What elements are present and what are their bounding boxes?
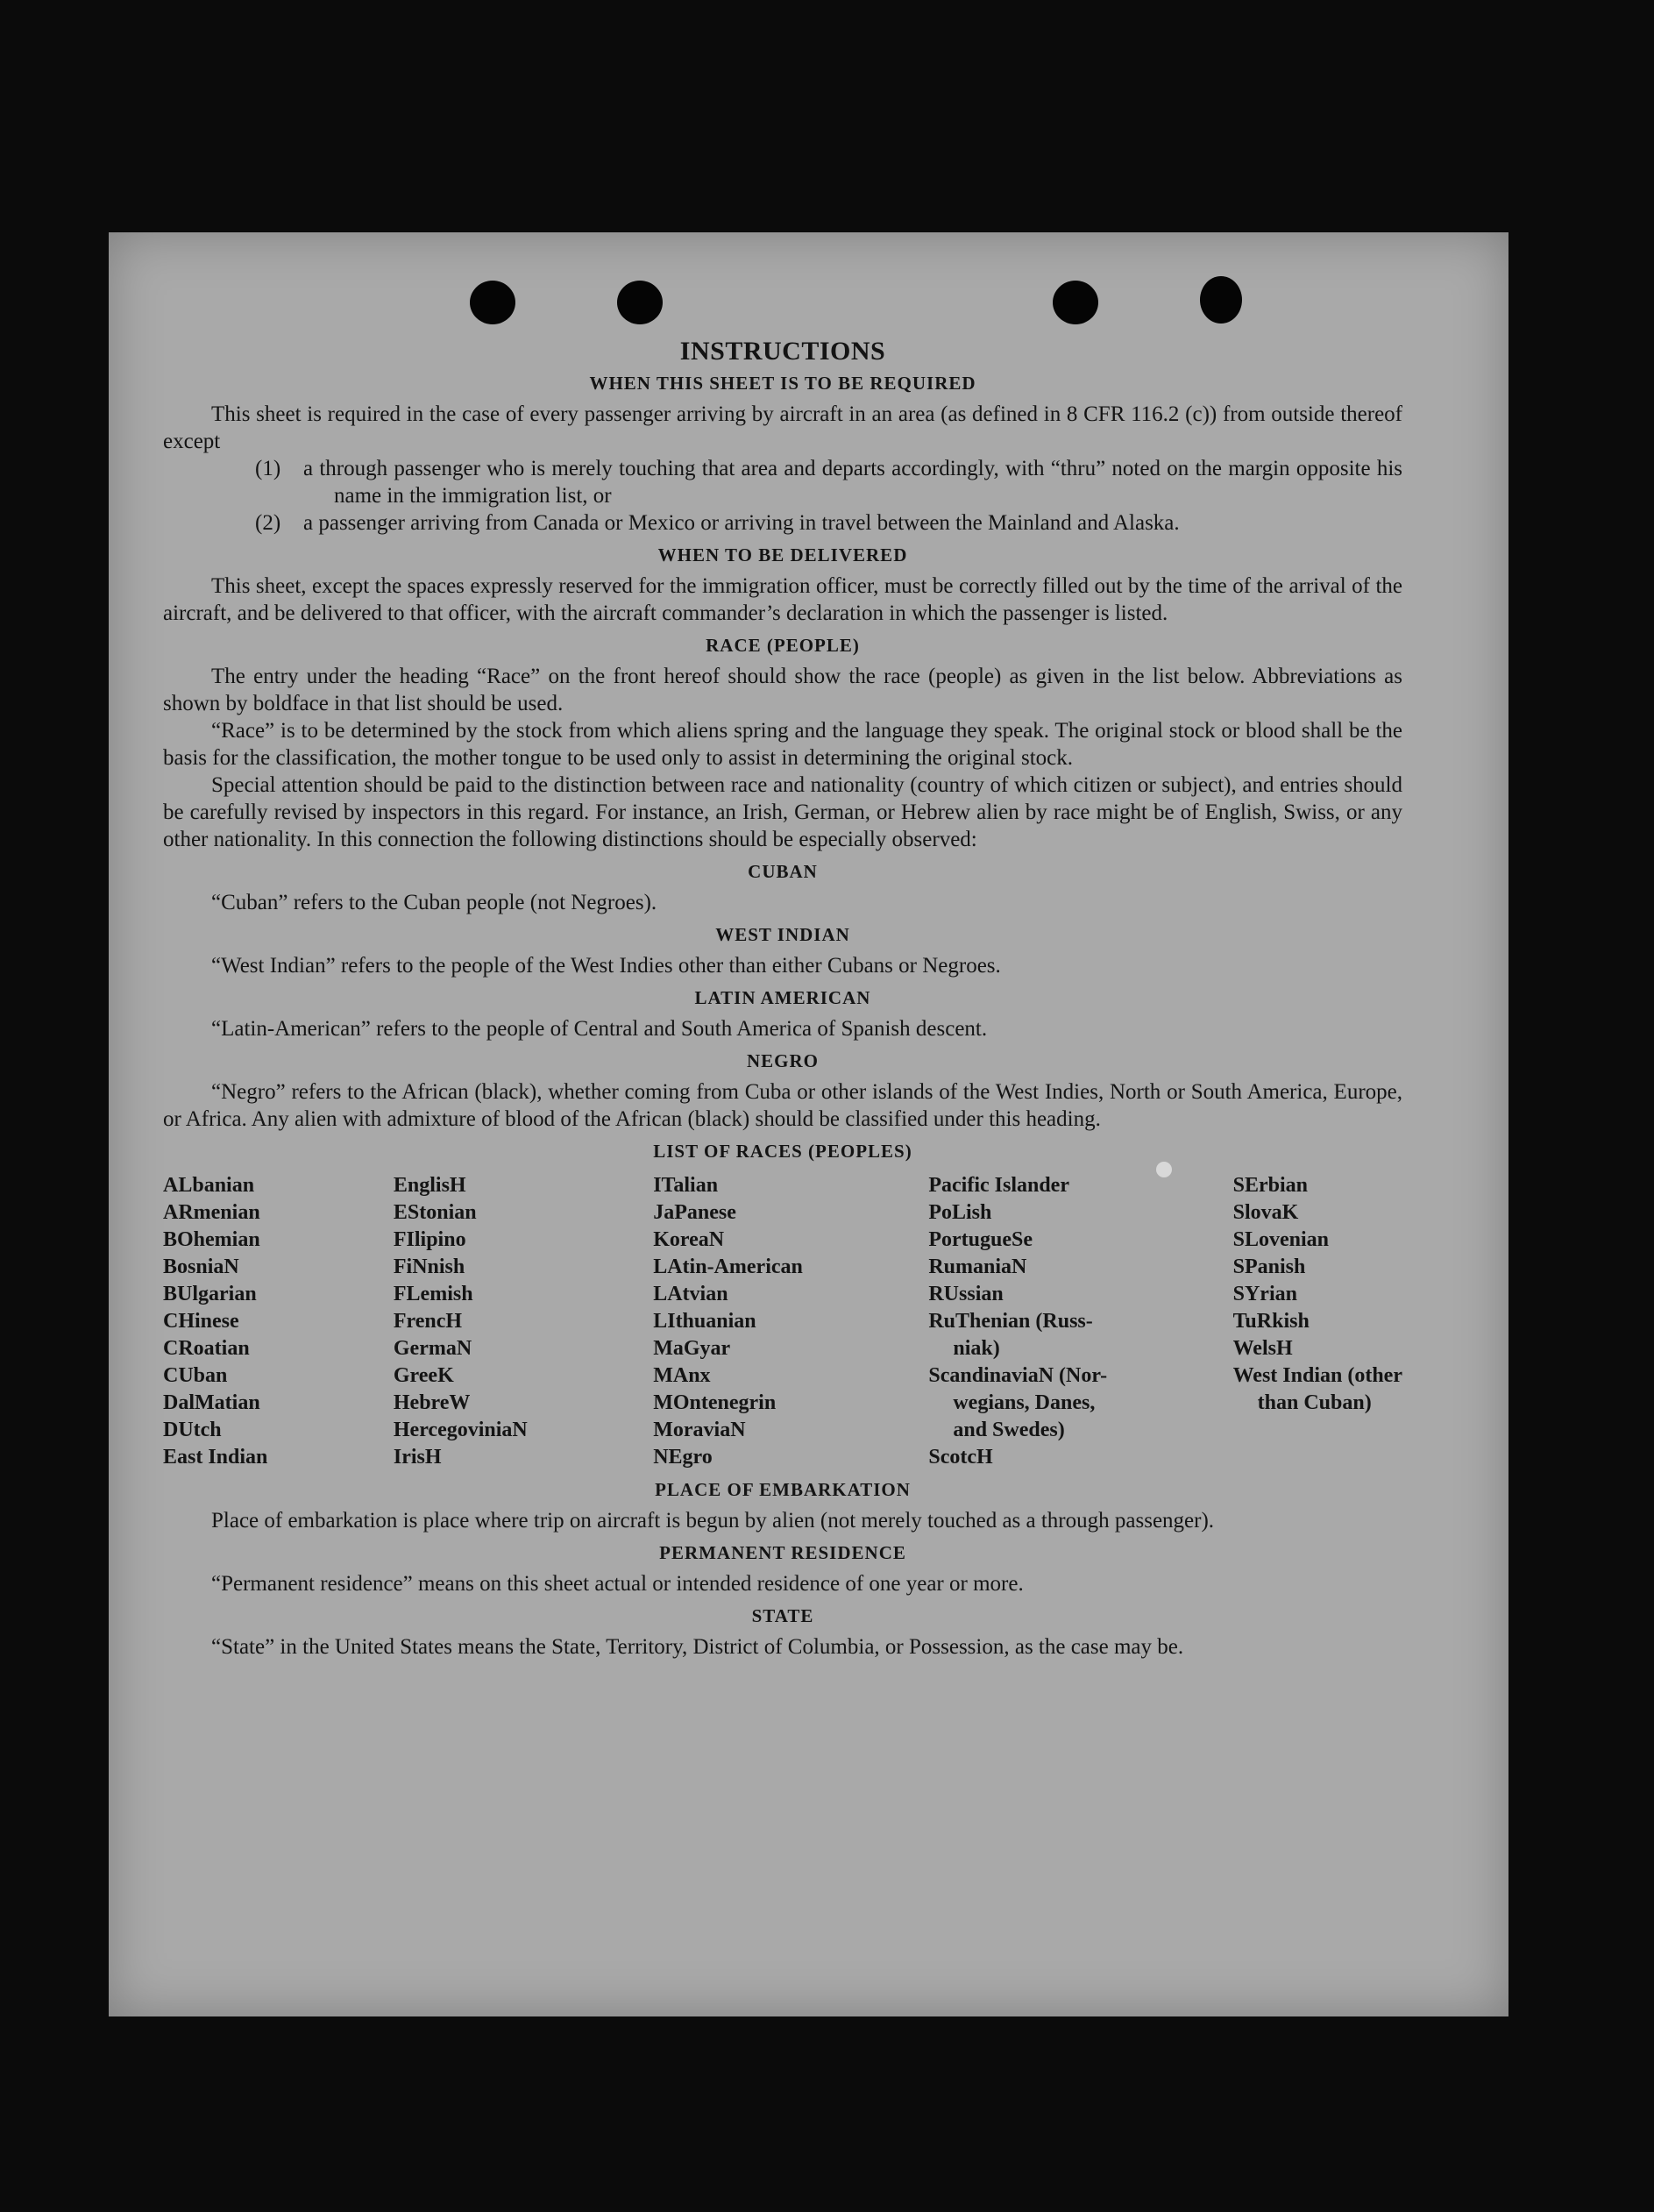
section-heading-embarkation: PLACE OF EMBARKATION (655, 1479, 911, 1500)
section-heading-residence: PERMANENT RESIDENCE (659, 1542, 906, 1563)
race-entry: BUlgarian (163, 1283, 257, 1305)
race-entry: CUban (163, 1364, 228, 1387)
race-entry: LIthuanian (653, 1310, 756, 1333)
race-entry: ScandinaviaN (Nor- (928, 1364, 1108, 1387)
race-entry: EStonian (393, 1201, 477, 1224)
race-entry: FrencH (393, 1310, 463, 1333)
cuban-text: “Cuban” refers to the Cuban people (not Negroes). (211, 891, 657, 914)
latin-american-text: “Latin-American” refers to the people of Central and South America of Spanish descent. (211, 1017, 988, 1041)
punch-hole (1053, 281, 1098, 324)
race-entry: GermaN (393, 1337, 472, 1360)
race-entry: PortugueSe (928, 1228, 1033, 1251)
punch-hole (1200, 276, 1242, 324)
section-heading-race: RACE (PEOPLE) (706, 635, 860, 656)
section-heading-cuban: CUBAN (748, 861, 818, 882)
section-heading-west-indian: WEST INDIAN (715, 924, 850, 945)
race-entry: RuThenian (Russ- (928, 1310, 1093, 1333)
race-entry: SlovaK (1232, 1201, 1299, 1224)
section-heading-required: WHEN THIS SHEET IS TO BE REQUIRED (589, 373, 976, 394)
document-sheet (109, 232, 1508, 2016)
race-entry: DalMatian (163, 1391, 260, 1414)
residence-text: “Permanent residence” means on this sheet actual or intended residence of one year or more. (211, 1572, 1024, 1596)
section-heading-state: STATE (751, 1605, 814, 1626)
race-entry: SLovenian (1232, 1228, 1329, 1251)
race-entry: SErbian (1232, 1174, 1308, 1197)
punch-hole (617, 281, 663, 324)
race-entry: DUtch (163, 1419, 222, 1441)
race-entry: ITalian (653, 1174, 719, 1197)
race-entry: West Indian (other (1232, 1364, 1402, 1387)
races-list (163, 1172, 1402, 1471)
race-entry: SPanish (1232, 1255, 1306, 1278)
race-entry: MaGyar (653, 1337, 731, 1360)
instructions-content (163, 338, 1402, 1661)
required-item (163, 509, 1402, 537)
race-entry: than Cuban) (1257, 1391, 1372, 1414)
item-text: a passenger arriving from Canada or Mexico or arriving in travel between the Mainland and Alaska. (303, 511, 1180, 535)
race-entry: Pacific Islander (928, 1174, 1069, 1197)
section-heading-negro: NEGRO (746, 1050, 819, 1071)
page-title: INSTRUCTIONS (679, 337, 886, 366)
item-number: (2) (255, 511, 281, 535)
race-entry: FiNnish (393, 1255, 465, 1278)
race-entry: BOhemian (163, 1228, 260, 1251)
race-entry: EnglisH (393, 1174, 466, 1197)
races-column (163, 1172, 267, 1471)
race-entry: wegians, Danes, (953, 1391, 1096, 1414)
item-number: (1) (255, 457, 281, 480)
race-entry: ARmenian (163, 1201, 260, 1224)
race-entry: ScotcH (928, 1446, 993, 1469)
race-entry: niak) (953, 1337, 1000, 1360)
race-entry: GreeK (393, 1364, 454, 1387)
required-item (163, 455, 1402, 509)
negro-text: “Negro” refers to the African (black), whether coming from Cuba or other islands of the West Indies, North or South America, Europe, or Africa. Any alien with admixture of blood of the African (black) should be classified under this heading. (163, 1080, 1402, 1131)
race-entry: East Indian (163, 1446, 268, 1469)
race-entry: WelsH (1232, 1337, 1293, 1360)
required-intro: This sheet is required in the case of every passenger arriving by aircraft in an area (as defined in 8 CFR 116.2 (c)) from outside thereof except (163, 402, 1402, 453)
race-entry: JaPanese (653, 1201, 736, 1224)
race-entry: FLemish (393, 1283, 473, 1305)
race-entry: RUssian (928, 1283, 1004, 1305)
race-paragraph: Special attention should be paid to the distinction between race and nationality (country of which citizen or subject), and entries should be carefully revised by inspectors in this regard. For instance, an Irish, German, or Hebrew alien by race might be of English, Swiss, or any other nationality. In this connection the following distinctions should be especially observed: (163, 773, 1402, 851)
races-column (1233, 1172, 1402, 1471)
race-entry: ALbanian (163, 1174, 255, 1197)
west-indian-text: “West Indian” refers to the people of the West Indies other than either Cubans or Negroes. (211, 954, 1001, 978)
race-entry: HercegoviniaN (393, 1419, 528, 1441)
section-heading-delivered: WHEN TO BE DELIVERED (657, 544, 908, 565)
race-entry: PoLish (928, 1201, 992, 1224)
delivered-text: This sheet, except the spaces expressly reserved for the immigration officer, must be correctly filled out by the time of the arrival of the aircraft, and be delivered to that officer, with the aircraft commander’s declaration in which the passenger is listed. (163, 574, 1402, 625)
race-entry: and Swedes) (953, 1419, 1065, 1441)
race-entry: MOntenegrin (653, 1391, 777, 1414)
race-entry: CHinese (163, 1310, 239, 1333)
race-entry: HebreW (393, 1391, 471, 1414)
race-entry: KoreaN (653, 1228, 725, 1251)
section-heading-races-list: LIST OF RACES (PEOPLES) (653, 1141, 912, 1162)
race-entry: NEgro (653, 1446, 713, 1469)
race-entry: IrisH (393, 1446, 442, 1469)
race-entry: TuRkish (1232, 1310, 1310, 1333)
race-entry: CRoatian (163, 1337, 250, 1360)
race-entry: LAtvian (653, 1283, 728, 1305)
race-entry: FIlipino (393, 1228, 466, 1251)
item-text: a through passenger who is merely touching that area and departs accordingly, with “thru” noted on the margin opposite his name in the immigration list, or (303, 457, 1402, 508)
race-paragraph: The entry under the heading “Race” on the front hereof should show the race (people) as given in the list below. Abbreviations as shown by boldface in that list should be used. (163, 665, 1402, 715)
races-column (653, 1172, 803, 1471)
races-column (394, 1172, 528, 1471)
race-entry: LAtin-American (653, 1255, 803, 1278)
race-entry: BosniaN (163, 1255, 239, 1278)
races-column (928, 1172, 1107, 1471)
race-paragraph: “Race” is to be determined by the stock from which aliens spring and the language they speak. The original stock or blood shall be the basis for the classification, the mother tongue to be used only to assist in determining the original stock. (163, 719, 1402, 770)
punch-hole (470, 281, 515, 324)
race-entry: MoraviaN (653, 1419, 746, 1441)
race-entry: MAnx (653, 1364, 711, 1387)
section-heading-latin-american: LATIN AMERICAN (694, 987, 871, 1008)
state-text: “State” in the United States means the State, Territory, District of Columbia, or Possession, as the case may be. (211, 1635, 1184, 1659)
embarkation-text: Place of embarkation is place where trip on aircraft is begun by alien (not merely touched as a through passenger). (211, 1509, 1215, 1533)
race-entry: RumaniaN (928, 1255, 1027, 1278)
race-entry: SYrian (1232, 1283, 1297, 1305)
